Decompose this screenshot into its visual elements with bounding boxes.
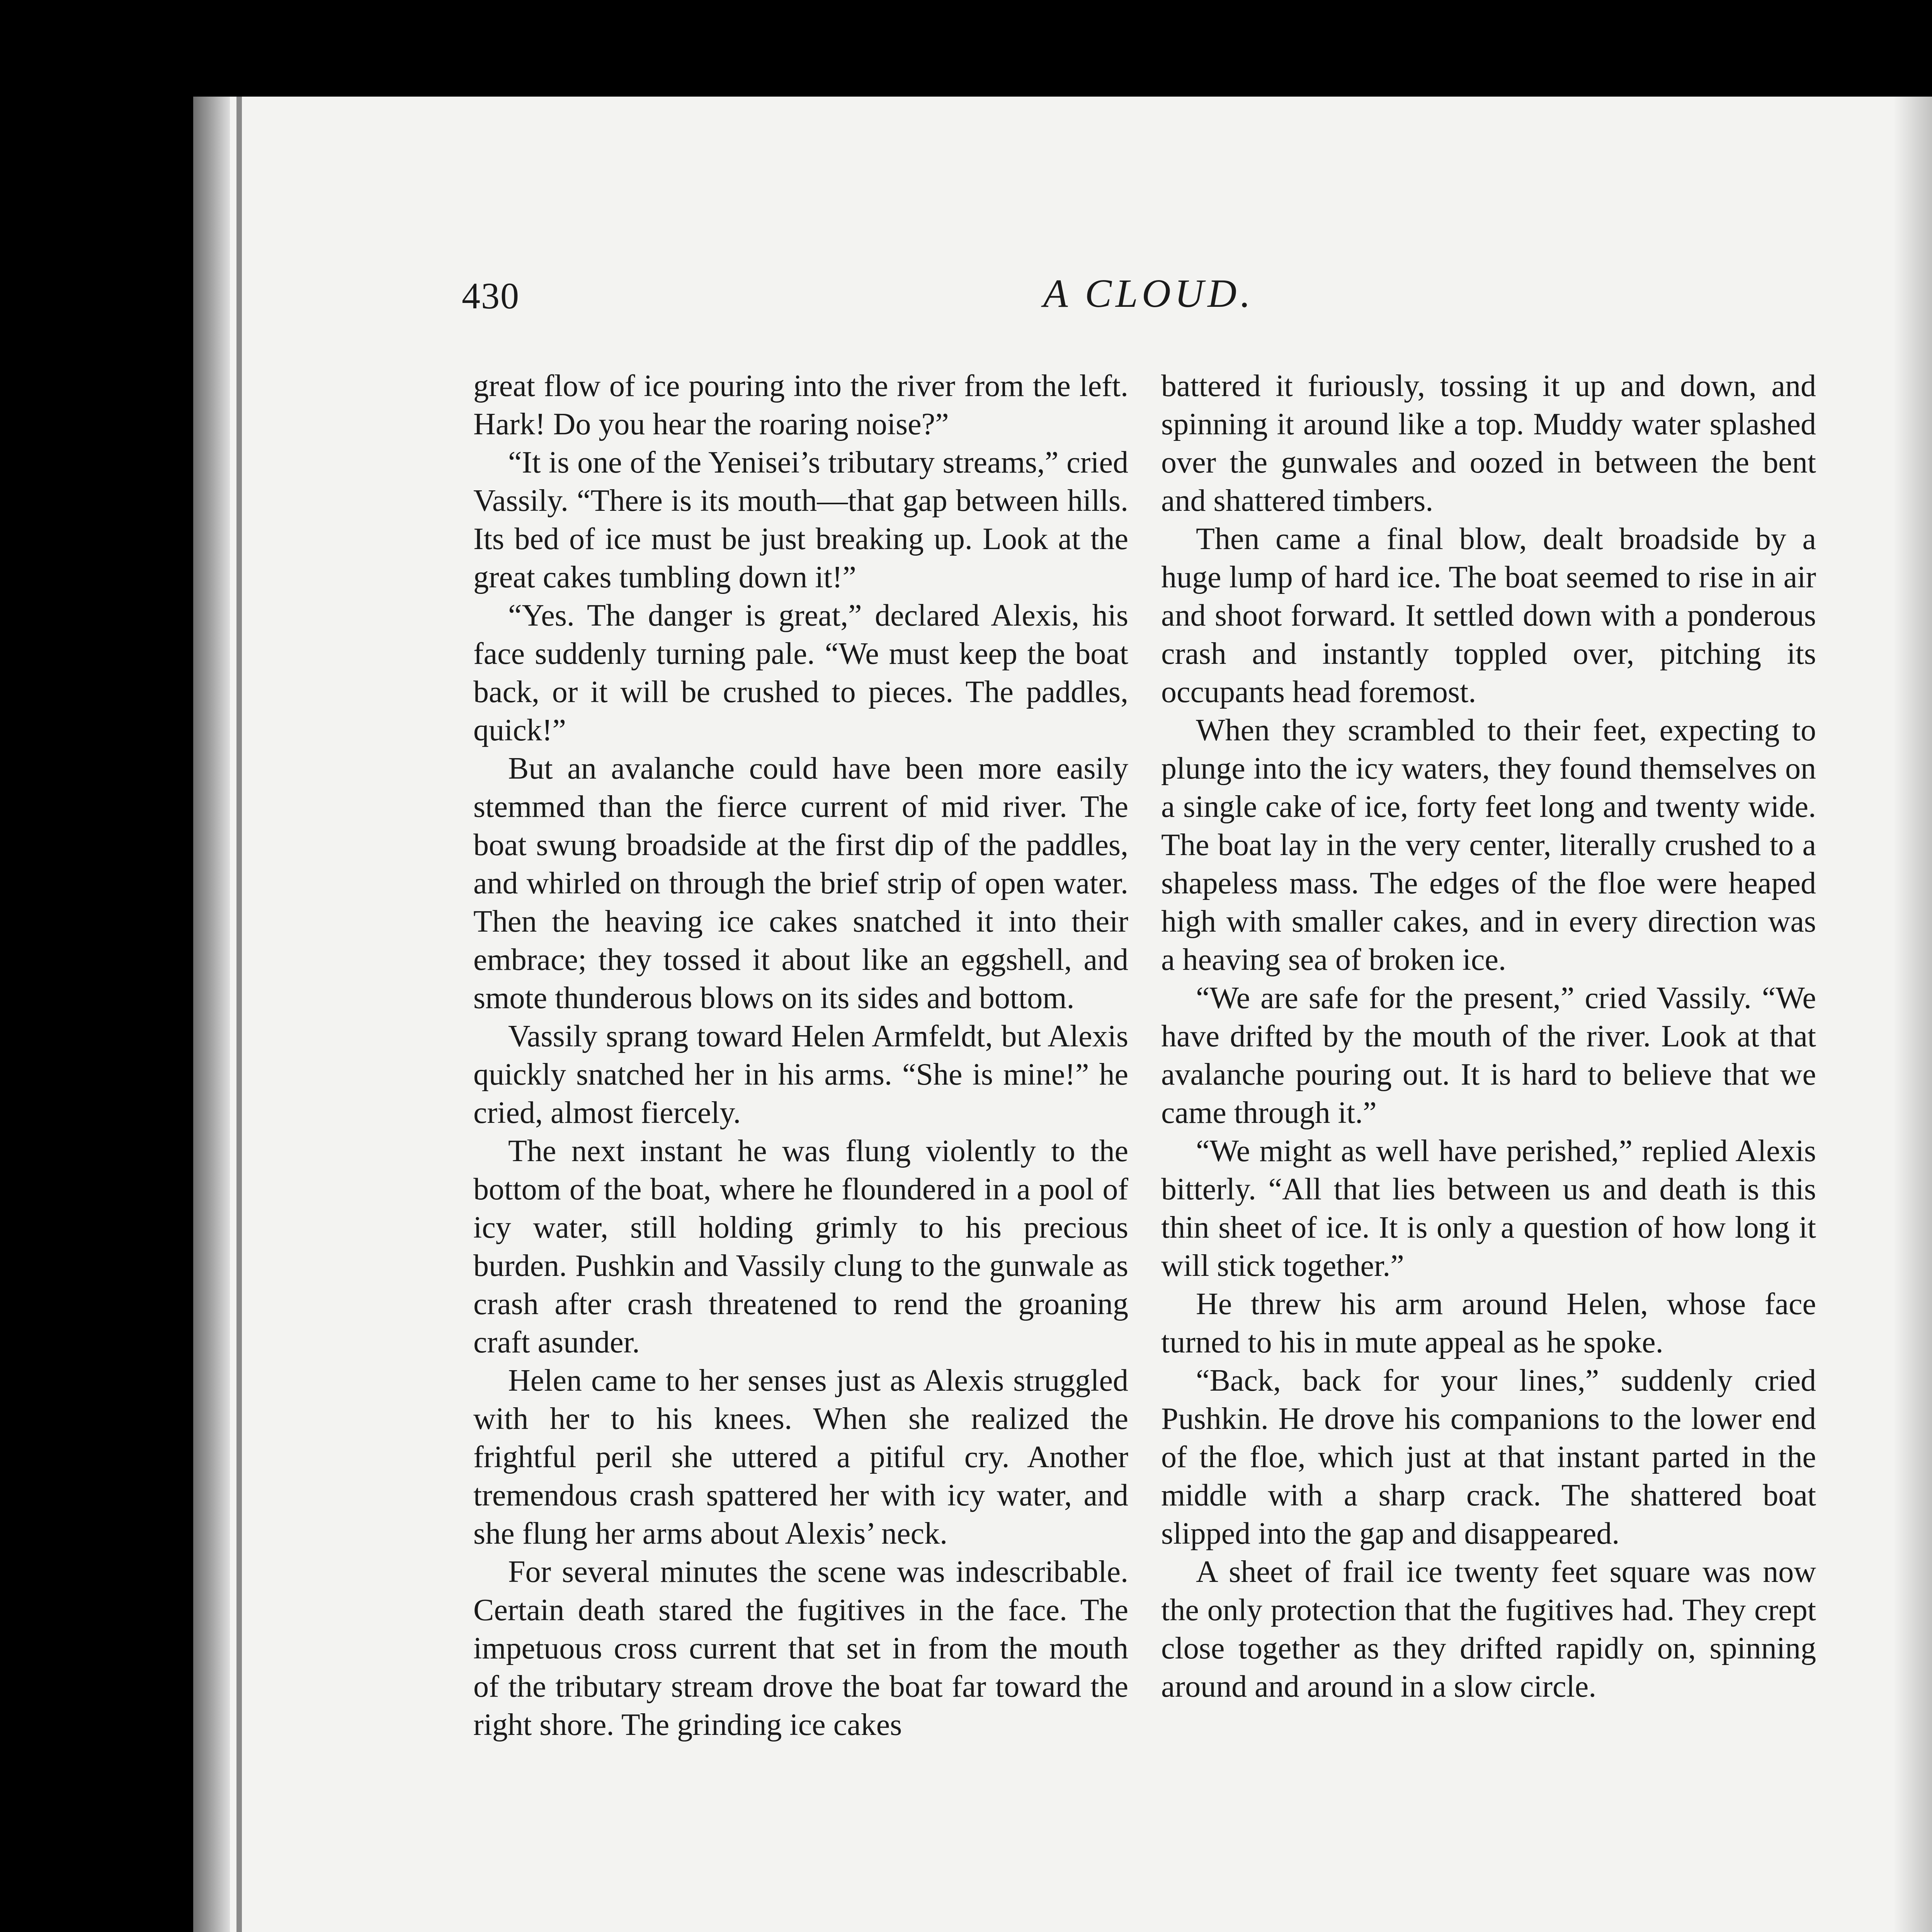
- paragraph: He threw his arm around Helen, whose face turned to his in mute appeal as he spoke.: [1161, 1287, 1816, 1359]
- page-edge-shadow: [1893, 97, 1932, 1932]
- paragraph: great flow of ice pouring into the river from the left. Hark! Do you hear the roaring noise?”: [473, 369, 1128, 441]
- paragraph: Then came a final blow, dealt broadside by a huge lump of hard ice. The boat seemed to rise in air and shoot forward. It settled down with a ponderous crash and instantly toppled over, pitching its occupants head foremost.: [1161, 522, 1816, 709]
- running-title: A CLOUD.: [1043, 271, 1255, 316]
- right-column: [1161, 367, 1816, 1706]
- paragraph: “Back, back for your lines,” suddenly cried Pushkin. He drove his companions to the lower end of the floe, which just at that instant parted in the middle with a sharp crack. The shattered boat slipped into the gap and disappeared.: [1161, 1364, 1816, 1551]
- paragraph: But an avalanche could have been more easily stemmed than the fierce current of mid river. The boat swung broadside at the first dip of the paddles, and whirled on through the brief strip of open water. Then the heaving ice cakes snatched it into their embrace; they tossed it about like an eggshell, and smote thunderous blows on its sides and bottom.: [473, 752, 1128, 1015]
- paragraph: When they scrambled to their feet, expecting to plunge into the icy waters, they found themselves on a single cake of ice, forty feet long and twenty wide. The boat lay in the very center, literally crushed to a shapeless mass. The edges of the floe were heaped high with smaller cakes, and in every direction was a heaving sea of broken ice.: [1161, 713, 1816, 977]
- paragraph: “We are safe for the present,” cried Vassily. “We have drifted by the mouth of the river. Look at that avalanche pouring out. It is hard to believe that we came through it.”: [1161, 981, 1816, 1130]
- paragraph: battered it furiously, tossing it up and down, and spinning it around like a top. Muddy water splashed over the gunwales and oozed in between the bent and shattered timbers.: [1161, 369, 1816, 518]
- page-number: 430: [462, 275, 520, 316]
- left-column: [473, 367, 1128, 1744]
- paragraph: For several minutes the scene was indescribable. Certain death stared the fugitives in the face. The impetuous cross current that set in from the mouth of the tributary stream drove the boat far toward the right shore. The grinding ice cakes: [473, 1555, 1128, 1742]
- paragraph: “Yes. The danger is great,” declared Alexis, his face suddenly turning pale. “We must keep the boat back, or it will be crushed to pieces. The paddles, quick!”: [473, 599, 1128, 747]
- paragraph: Vassily sprang toward Helen Armfeldt, but Alexis quickly snatched her in his arms. “She is mine!” he cried, almost fiercely.: [473, 1019, 1128, 1130]
- page-gutter: [193, 97, 230, 1932]
- paragraph: “It is one of the Yenisei’s tributary streams,” cried Vassily. “There is its mouth—that gap between hills. Its bed of ice must be just breaking up. Look at the great cakes tumbling down it!”: [473, 446, 1128, 594]
- paragraph: “We might as well have perished,” replied Alexis bitterly. “All that lies between us and death is this thin sheet of ice. It is only a question of how long it will stick together.”: [1161, 1134, 1816, 1283]
- paragraph: A sheet of frail ice twenty feet square was now the only protection that the fugitives had. They crept close together as they drifted rapidly on, spinning around and around in a slow circle.: [1161, 1555, 1816, 1704]
- paragraph: The next instant he was flung violently to the bottom of the boat, where he floundered in a pool of icy water, still holding grimly to his precious burden. Pushkin and Vassily clung to the gunwale as crash after crash threatened to rend the groaning craft asunder.: [473, 1134, 1128, 1359]
- paragraph: Helen came to her senses just as Alexis struggled with her to his knees. When she realized the frightful peril she uttered a pitiful cry. Another tremendous crash spattered her with icy water, and she flung her arms about Alexis’ neck.: [473, 1364, 1128, 1551]
- gutter-line: [236, 97, 242, 1932]
